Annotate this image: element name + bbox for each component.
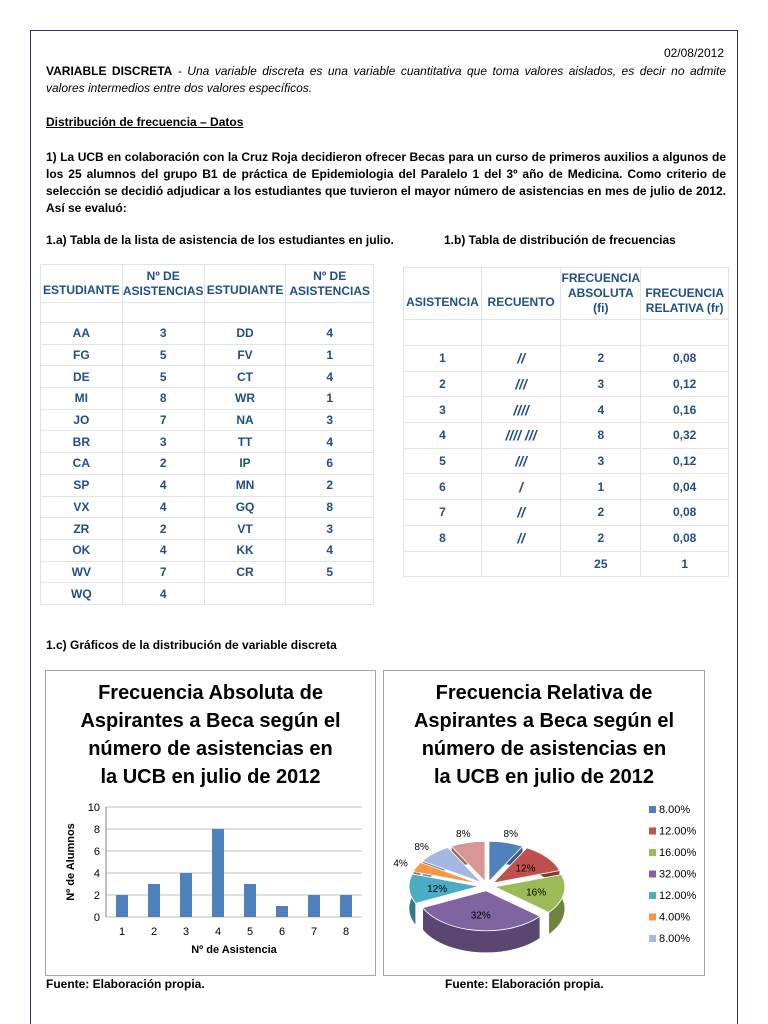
attendance-count-cell: 3 [286,518,374,540]
attendance-count-cell: 1 [286,388,374,410]
attendance-count-cell: 7 [122,409,204,431]
student-cell: MN [204,474,286,496]
bar-chart-x-tick: 6 [278,926,286,938]
frecuencia-absoluta-cell: 8 [561,423,641,449]
bar-chart-title-line: número de asistencias en [88,738,333,760]
frecuencia-absoluta-cell: 4 [561,397,641,423]
header-recuento: RECUENTO [481,268,561,320]
attendance-table-spacer [41,303,374,323]
attendance-count-cell: 2 [122,453,204,475]
frecuencia-absoluta-cell: 2 [561,525,641,551]
header-asistencia: ASISTENCIA [404,268,482,320]
bar-chart-title-line: la UCB en julio de 2012 [100,766,321,788]
bar-chart-bar [308,895,320,917]
pie-chart [384,671,704,975]
student-cell: WR [204,388,286,410]
pie-slice-label: 8% [414,842,429,854]
frecuencia-relativa-cell: 0,04 [641,474,729,500]
pie-legend-label: 32.00% [659,868,697,881]
student-cell: FG [41,344,123,366]
attendance-row [41,539,374,561]
bar-chart-bar [340,895,352,917]
header-student-1: ESTUDIANTE [41,265,123,303]
frequency-row [404,397,729,423]
frequency-table-header [404,268,729,320]
student-cell: VX [41,496,123,518]
bar-chart-y-tick: 4 [93,868,100,880]
pie-legend-swatch [649,914,656,921]
intro-term: VARIABLE DISCRETA [46,64,173,78]
student-cell: IP [204,453,286,475]
recuento-cell: / [481,474,561,500]
attendance-count-cell: 5 [286,561,374,583]
total-asistencia-cell [404,551,482,576]
asistencia-cell: 6 [404,474,482,500]
header-attendance-2: Nº DE ASISTENCIAS [286,265,374,303]
attendance-count-cell: 5 [122,344,204,366]
pie-legend-label: 4.00% [659,911,691,924]
attendance-count-cell: 6 [286,453,374,475]
bar-chart [46,671,375,975]
section-heading: Distribución de frecuencia – Datos [46,115,244,129]
bar-chart-x-tick: 5 [246,926,254,938]
bar-chart-y-tick: 2 [93,890,100,902]
attendance-count-cell: 3 [122,431,204,453]
asistencia-cell: 7 [404,500,482,526]
attendance-table [40,264,374,605]
asistencia-cell: 1 [404,346,482,372]
attendance-count-cell: 3 [286,409,374,431]
student-cell: CA [41,453,123,475]
bar-chart-bar [244,884,256,917]
attendance-count-cell: 3 [122,323,204,345]
student-cell: ZR [41,518,123,540]
bar-chart-x-tick: 4 [214,926,222,938]
caption-table-a: 1.a) Tabla de la lista de asistencia de los estudiantes en julio. [46,233,394,247]
pie-chart-panel [383,670,705,976]
student-cell: OK [41,539,123,561]
attendance-count-cell [286,583,374,605]
bar-chart-panel [45,670,376,976]
recuento-cell: // [481,500,561,526]
attendance-row [41,388,374,410]
pie-legend-swatch [649,935,656,942]
student-cell: JO [41,409,123,431]
intro-separator: - [172,64,188,78]
pie-legend-swatch [649,828,656,835]
pie-slice-label: 12% [515,863,536,875]
student-cell: WQ [41,583,123,605]
recuento-cell: //// [481,397,561,423]
bar-chart-bar [148,884,160,917]
attendance-count-cell: 8 [286,496,374,518]
pie-legend-label: 12.00% [659,890,697,902]
student-cell: SP [41,474,123,496]
attendance-row [41,474,374,496]
attendance-row [41,561,374,583]
attendance-row [41,344,374,366]
student-cell: GQ [204,496,286,518]
asistencia-cell: 5 [404,448,482,474]
student-cell: FV [204,344,286,366]
bar-chart-bar [212,829,224,917]
problem-statement: 1) La UCB en colaboración con la Cruz Roja decidieron ofrecer Becas para un curso de primeros auxilios a algunos de los 25 alumnos del grupo B1 de práctica de Epidemiologia del Paralelo 1 del 3º año de Medicina. Como criterio de selección se decidió adjudicar a los estudiantes que tuvieron el mayor número de asistencias en mes de julio de 2012. Así se evaluó: [46,150,726,215]
document-page [30,30,738,1024]
recuento-cell: // [481,525,561,551]
pie-slice-label: 32% [470,910,491,922]
frequency-table [403,267,729,577]
recuento-cell: /// [481,371,561,397]
attendance-count-cell: 4 [122,496,204,518]
pie-legend-label: 12.00% [659,825,697,838]
pie-chart-title-line: Aspirantes a Beca según el [413,710,675,732]
frecuencia-relativa-cell: 0,32 [641,423,729,449]
student-cell: CR [204,561,286,583]
bar-chart-x-tick: 1 [118,926,126,938]
frequency-totals-row [404,551,729,576]
frecuencia-absoluta-cell: 3 [561,448,641,474]
frequency-table-spacer [404,320,729,346]
attendance-row [41,431,374,453]
asistencia-cell: 2 [404,371,482,397]
total-recuento-cell [481,551,561,576]
pie-slice-label: 12% [427,883,448,895]
pie-slice-label: 4% [393,858,408,870]
caption-charts: 1.c) Gráficos de la distribución de variable discreta [46,638,337,652]
attendance-row [41,453,374,475]
student-cell: DE [41,366,123,388]
student-cell: VT [204,518,286,540]
student-cell: MI [41,388,123,410]
recuento-cell: /// [481,448,561,474]
pie-legend-swatch [649,892,656,899]
pie-slice-label: 8% [456,828,471,840]
asistencia-cell: 3 [404,397,482,423]
bar-chart-bar [180,873,192,917]
recuento-cell: //// /// [481,423,561,449]
header-attendance-1: Nº DE ASISTENCIAS [122,265,204,303]
header-student-2: ESTUDIANTE [204,265,286,303]
student-cell: AA [41,323,123,345]
student-cell: CT [204,366,286,388]
pie-legend-swatch [649,849,656,856]
student-cell: BR [41,431,123,453]
frequency-row [404,500,729,526]
intro-definition-text: Una variable discreta es una variable cuantitativa que toma valores aislados, es decir no admite valores intermedios entre dos valores específicos. [46,64,726,95]
student-cell: DD [204,323,286,345]
header-frecuencia-absoluta: FRECUENCIA ABSOLUTA (fi) [561,268,641,320]
bar-chart-x-tick: 2 [150,926,158,938]
student-cell: KK [204,539,286,561]
frequency-row [404,371,729,397]
pie-legend-label: 16.00% [659,847,697,859]
frecuencia-relativa-cell: 0,08 [641,346,729,372]
pie-slice-label: 8% [503,828,518,840]
attendance-count-cell: 8 [122,388,204,410]
attendance-count-cell: 4 [286,366,374,388]
total-frecuencia-relativa-cell: 1 [641,551,729,576]
attendance-count-cell: 5 [122,366,204,388]
caption-table-b: 1.b) Tabla de distribución de frecuencias [444,233,676,247]
source-note-1: Fuente: Elaboración propia. [46,977,205,991]
bar-chart-x-tick: 7 [310,926,318,938]
attendance-row [41,518,374,540]
pie-legend-swatch [649,871,656,878]
frequency-row [404,423,729,449]
attendance-count-cell: 4 [286,431,374,453]
frequency-row [404,346,729,372]
frecuencia-absoluta-cell: 2 [561,346,641,372]
frecuencia-relativa-cell: 0,12 [641,448,729,474]
bar-chart-x-tick: 8 [342,926,350,938]
document-date: 02/08/2012 [663,46,724,60]
bar-chart-bar [116,895,128,917]
pie-legend-label: 8.00% [659,933,691,945]
attendance-count-cell: 2 [286,474,374,496]
attendance-row [41,323,374,345]
asistencia-cell: 4 [404,423,482,449]
attendance-count-cell: 1 [286,344,374,366]
bar-chart-title-line: Frecuencia Absoluta de [98,682,323,704]
pie-chart-title-line: Frecuencia Relativa de [435,682,653,704]
frecuencia-relativa-cell: 0,08 [641,500,729,526]
frecuencia-relativa-cell: 0,16 [641,397,729,423]
bar-chart-x-tick: 3 [182,926,190,938]
bar-chart-bar [276,906,288,917]
bar-chart-x-label: Nº de Asistencia [191,944,277,956]
bar-chart-y-tick: 8 [93,824,100,836]
attendance-row [41,583,374,605]
attendance-count-cell: 4 [122,583,204,605]
frecuencia-absoluta-cell: 2 [561,500,641,526]
student-cell: TT [204,431,286,453]
recuento-cell: // [481,346,561,372]
attendance-table-header [41,265,374,303]
frecuencia-absoluta-cell: 3 [561,371,641,397]
pie-legend-swatch [649,806,656,813]
frecuencia-relativa-cell: 0,08 [641,525,729,551]
bar-chart-y-tick: 0 [93,912,100,924]
bar-chart-y-tick: 10 [87,802,100,814]
bar-chart-title-line: Aspirantes a Beca según el [80,710,341,732]
frequency-row [404,474,729,500]
total-frecuencia-absoluta-cell: 25 [561,551,641,576]
source-note-2: Fuente: Elaboración propia. [445,977,604,991]
pie-legend-label: 8.00% [659,804,691,816]
attendance-count-cell: 4 [122,539,204,561]
frequency-row [404,525,729,551]
frecuencia-absoluta-cell: 1 [561,474,641,500]
attendance-count-cell: 4 [122,474,204,496]
attendance-row [41,496,374,518]
asistencia-cell: 8 [404,525,482,551]
attendance-count-cell: 4 [286,539,374,561]
attendance-row [41,366,374,388]
attendance-row [41,409,374,431]
attendance-count-cell: 7 [122,561,204,583]
frequency-row [404,448,729,474]
pie-chart-title-line: número de asistencias en [421,738,667,760]
student-cell [204,583,286,605]
attendance-count-cell: 2 [122,518,204,540]
intro-definition [46,63,726,97]
bar-chart-y-label: Nº de Alumnos [65,823,77,901]
student-cell: NA [204,409,286,431]
pie-slice-label: 16% [526,887,547,899]
attendance-count-cell: 4 [286,323,374,345]
bar-chart-y-tick: 6 [93,846,100,858]
frecuencia-relativa-cell: 0,12 [641,371,729,397]
pie-chart-title-line: la UCB en julio de 2012 [433,766,655,788]
header-frecuencia-relativa: FRECUENCIA RELATIVA (fr) [641,268,729,320]
student-cell: WV [41,561,123,583]
